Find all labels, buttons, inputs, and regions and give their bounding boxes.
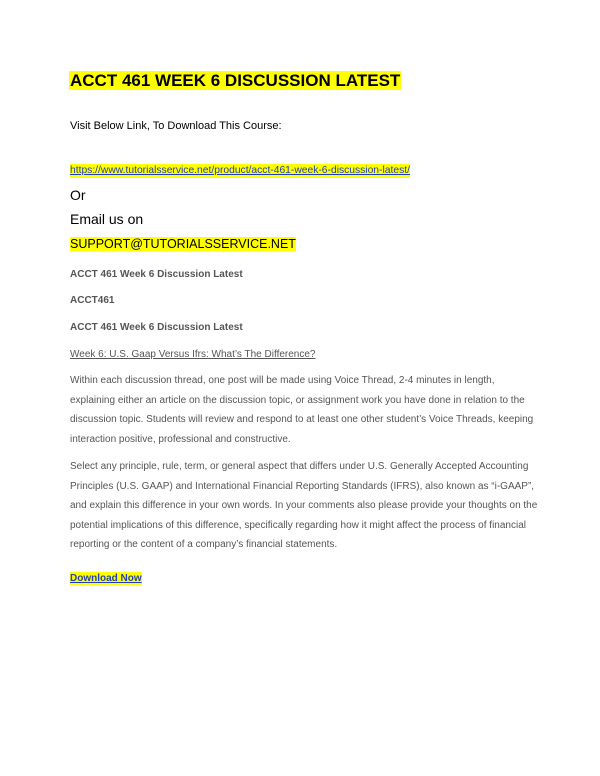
paragraph-line: discussion topic. Students will review and respond to at least one other student’s Voice Threads, keeping bbox=[70, 414, 534, 425]
course-link[interactable]: https://www.tutorialsservice.net/product/acct-461-week-6-discussion-latest/ bbox=[70, 165, 410, 176]
document-title-text: ACCT 461 WEEK 6 DISCUSSION LATEST bbox=[70, 71, 401, 90]
paragraph-line: explaining either an article on the discussion topic, or assignment work you have done in relation to the bbox=[70, 394, 525, 406]
paragraph-line: Within each discussion thread, one post will be made using Voice Thread, 2-4 minutes in length, bbox=[70, 375, 495, 386]
paragraph-line: potential implications of this difference, specifically regarding how it might affect the process of financial bbox=[70, 519, 526, 531]
visit-instruction: Visit Below Link, To Download This Course: bbox=[70, 120, 282, 132]
paragraph-line: interaction positive, professional and constructive. bbox=[70, 433, 291, 445]
week-heading: Week 6: U.S. Gaap Versus Ifrs: What’s The Difference? bbox=[70, 349, 316, 360]
paragraph-assignment bbox=[70, 457, 538, 555]
paragraph-line: reporting or the content of a company’s financial statements. bbox=[70, 539, 338, 550]
paragraph-line: and explain this difference in your own words. In your comments also please provide your thoughts on the bbox=[70, 500, 538, 511]
email-us-text: Email us on bbox=[70, 211, 144, 227]
course-code-line: ACCT461 bbox=[70, 295, 115, 306]
or-text: Or bbox=[70, 187, 86, 203]
document-title bbox=[69, 70, 401, 92]
paragraph-line: Select any principle, rule, term, or general aspect that differs under U.S. Generally Accepted Accounting bbox=[70, 461, 529, 472]
support-email[interactable] bbox=[70, 235, 296, 253]
paragraph-line: Principles (U.S. GAAP) and International Financial Reporting Standards (IFRS), also known as “i-GAAP”, bbox=[70, 480, 535, 492]
download-now-link[interactable]: Download Now bbox=[70, 573, 142, 584]
course-name-line: ACCT 461 Week 6 Discussion Latest bbox=[70, 269, 243, 280]
course-name-line-repeat: ACCT 461 Week 6 Discussion Latest bbox=[70, 322, 243, 333]
support-email-text: SUPPORT@TUTORIALSSERVICE.NET bbox=[70, 237, 296, 251]
paragraph-instructions bbox=[70, 371, 538, 449]
